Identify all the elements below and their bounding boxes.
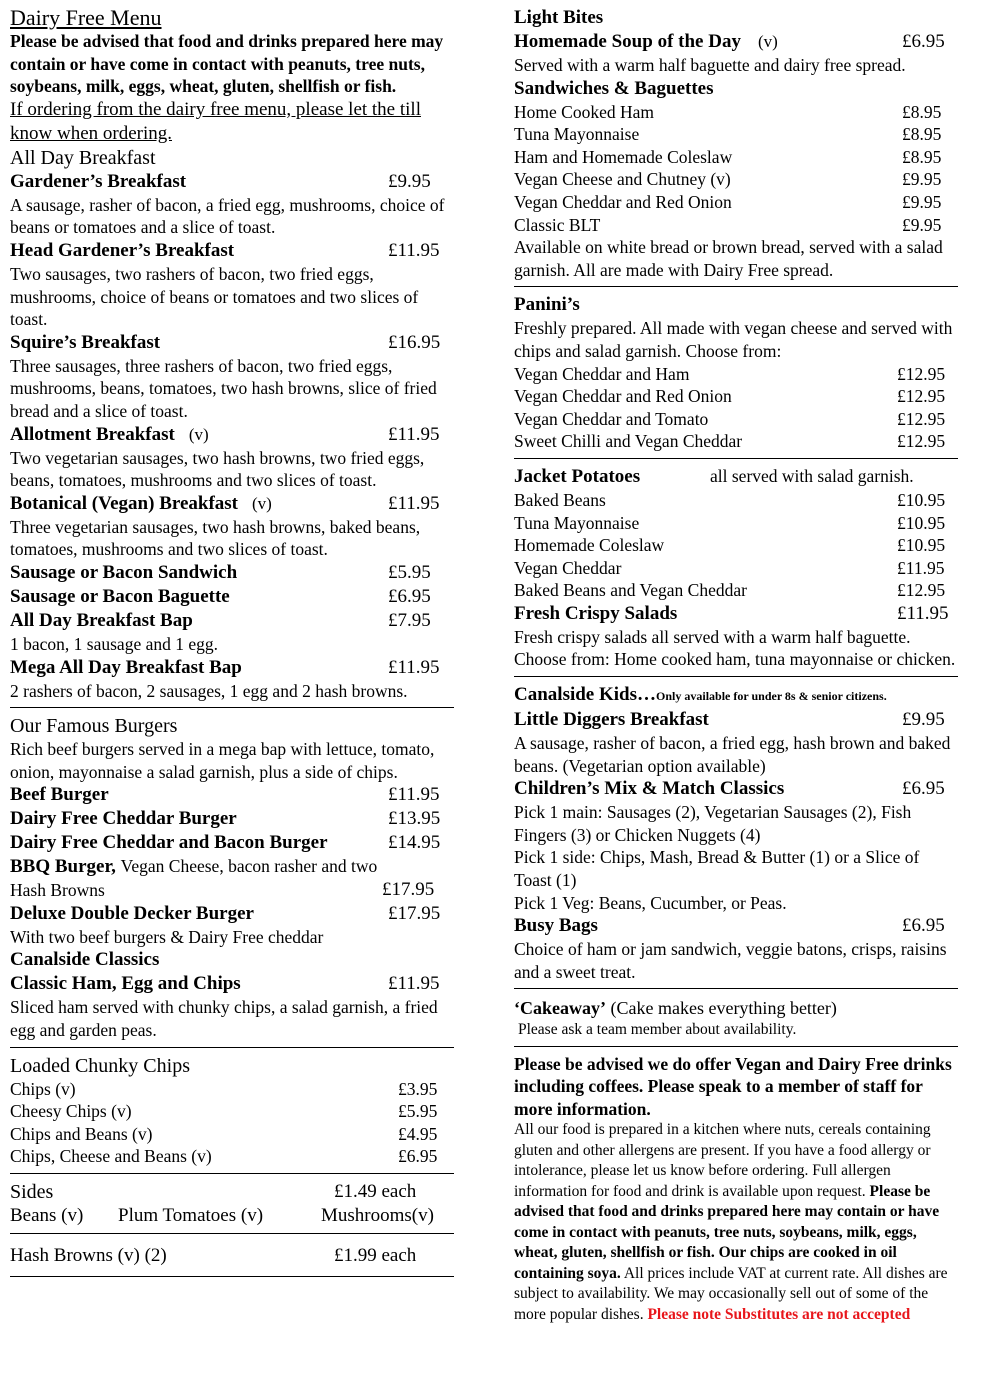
item-price: £11.95 bbox=[388, 784, 440, 806]
left-column bbox=[10, 6, 454, 1283]
sides-row bbox=[10, 1204, 454, 1228]
menu-item-deluxe-burger bbox=[10, 902, 454, 926]
item-name: Vegan Cheese and Chutney (v) bbox=[514, 169, 731, 190]
section-heading-jacket: Jacket Potatoes bbox=[514, 465, 641, 487]
item-desc: A sausage, rasher of bacon, a fried egg, mushrooms, choice of beans or tomatoes and a slice of toast. bbox=[10, 194, 445, 238]
item-price: £9.95 bbox=[902, 709, 945, 731]
menu-item bbox=[514, 512, 958, 535]
item-name: Homemade Soup of the Day bbox=[514, 31, 741, 52]
item-price: £7.95 bbox=[388, 609, 431, 631]
menu-item-beef-burger bbox=[10, 783, 454, 807]
section-heading-chips: Loaded Chunky Chips bbox=[10, 1054, 190, 1077]
menu-item bbox=[10, 585, 454, 609]
item-name: Dairy Free Cheddar Burger bbox=[10, 808, 237, 830]
item-name: Home Cooked Ham bbox=[514, 101, 654, 122]
item-name: Tuna Mayonnaise bbox=[514, 512, 640, 533]
item-name: Children’s Mix & Match Classics bbox=[514, 778, 785, 800]
item-name: Sausage or Bacon Sandwich bbox=[10, 561, 238, 583]
menu-item-busy-bags bbox=[514, 914, 958, 938]
item-price: £14.95 bbox=[388, 832, 441, 854]
cakeaway-row bbox=[514, 997, 958, 1020]
divider bbox=[514, 988, 958, 989]
item-price: £8.95 bbox=[902, 146, 942, 167]
item-name: Beef Burger bbox=[10, 784, 109, 806]
item-price: £11.95 bbox=[388, 973, 440, 995]
jacket-list bbox=[514, 489, 958, 602]
item-price: £8.95 bbox=[902, 101, 942, 122]
item-name: Tuna Mayonnaise bbox=[514, 124, 640, 145]
item-name: Baked Beans and Vegan Cheddar bbox=[514, 580, 747, 601]
menu-item bbox=[514, 214, 958, 237]
item-price: £9.95 bbox=[902, 191, 942, 212]
menu-title: Dairy Free Menu bbox=[10, 5, 162, 30]
side-tomatoes: Plum Tomatoes (v) bbox=[118, 1205, 264, 1227]
item-price: £12.95 bbox=[897, 408, 946, 429]
menu-item bbox=[514, 385, 958, 408]
mix-side: Pick 1 side: Chips, Mash, Bread & Butter (1) or a Slice of Toast (1) bbox=[514, 847, 920, 891]
mix-main: Pick 1 main: Sausages (2), Vegetarian Sausages (2), Fish Fingers (3) or Chicken Nuggets (4) bbox=[514, 802, 912, 845]
item-desc: 2 rashers of bacon, 2 sausages, 1 egg and 2 hash browns. bbox=[10, 680, 408, 701]
item-desc: Two vegetarian sausages, two hash browns, two fried eggs, beans, tomatoes, mushrooms and two slices of toast. bbox=[10, 447, 425, 491]
substitutes-notice: Please note Substitutes are not accepted bbox=[647, 1305, 911, 1323]
item-price: £5.95 bbox=[388, 561, 431, 583]
menu-item bbox=[514, 579, 958, 602]
menu-item-mix-match bbox=[514, 777, 958, 801]
menu-item bbox=[514, 557, 958, 580]
item-price: £11.95 bbox=[388, 492, 440, 514]
section-heading-panini: Panini’s bbox=[514, 294, 580, 316]
item-tag: (v) bbox=[188, 424, 209, 444]
item-price: £12.95 bbox=[897, 363, 946, 384]
divider bbox=[514, 286, 958, 287]
allergen-info bbox=[514, 1120, 958, 1325]
breakfast-list bbox=[10, 170, 454, 702]
section-heading-sides: Sides bbox=[10, 1181, 54, 1204]
section-heading-sandwiches: Sandwiches & Baguettes bbox=[514, 77, 714, 99]
item-desc: Choice of ham or jam sandwich, veggie batons, crisps, raisins and a sweet treat. bbox=[514, 939, 947, 982]
item-price: £12.95 bbox=[897, 431, 946, 452]
menu-item bbox=[10, 561, 454, 585]
side-hash-browns: Hash Browns (v) (2) bbox=[10, 1245, 167, 1267]
divider bbox=[10, 1276, 454, 1277]
menu-item bbox=[10, 609, 454, 633]
item-name: Sweet Chilli and Vegan Cheddar bbox=[514, 431, 743, 452]
section-heading-classics: Canalside Classics bbox=[10, 949, 160, 971]
menu-item bbox=[10, 170, 454, 194]
menu-item bbox=[514, 191, 958, 214]
vat-text: All prices include VAT at current rate. All dishes are subject to availability. We may occasionally sell out of some of the more popular dishes. bbox=[514, 1264, 948, 1323]
menu-item bbox=[514, 146, 958, 169]
right-column bbox=[514, 6, 958, 1325]
item-name: Chips and Beans (v) bbox=[10, 1123, 153, 1144]
section-heading-light-bites: Light Bites bbox=[514, 7, 604, 28]
item-name: Squire’s Breakfast bbox=[10, 331, 161, 353]
menu-item bbox=[514, 408, 958, 431]
item-desc: A sausage, rasher of bacon, a fried egg, hash brown and baked beans. (Vegetarian option available) bbox=[514, 733, 951, 776]
vegan-drinks-notice: Please be advised we do offer Vegan and Dairy Free drinks including coffees. Please speak to a member of staff for more information. bbox=[514, 1053, 952, 1119]
menu-item bbox=[10, 656, 454, 680]
item-price: £9.95 bbox=[902, 169, 942, 190]
item-price: £6.95 bbox=[902, 31, 945, 52]
hash-browns-price: £1.99 each bbox=[334, 1245, 417, 1267]
menu-item-little-diggers bbox=[514, 708, 958, 732]
section-heading-burgers: Our Famous Burgers bbox=[10, 715, 178, 738]
item-desc: With two beef burgers & Dairy Free cheddar bbox=[10, 926, 324, 947]
item-price: £17.95 bbox=[388, 902, 441, 924]
item-price: £10.95 bbox=[897, 512, 946, 533]
menu-item bbox=[10, 492, 454, 516]
item-name: Busy Bags bbox=[514, 915, 598, 937]
panini-list bbox=[514, 363, 958, 453]
divider bbox=[10, 1173, 454, 1174]
item-name: Classic BLT bbox=[514, 214, 601, 235]
item-desc: 1 bacon, 1 sausage and 1 egg. bbox=[10, 633, 218, 654]
item-name: Mega All Day Breakfast Bap bbox=[10, 656, 242, 678]
item-name: Vegan Cheddar and Tomato bbox=[514, 408, 709, 429]
item-price: £13.95 bbox=[388, 808, 441, 830]
kids-heading-row bbox=[514, 683, 958, 708]
menu-item bbox=[514, 168, 958, 191]
item-price: £4.95 bbox=[398, 1123, 438, 1144]
mix-veg: Pick 1 Veg: Beans, Cucumber, or Peas. bbox=[514, 892, 787, 913]
item-desc: Hash Browns bbox=[10, 880, 105, 901]
item-name: Vegan Cheddar and Red Onion bbox=[514, 386, 732, 407]
item-price: £10.95 bbox=[897, 535, 946, 556]
bbq-burger-line2 bbox=[10, 879, 454, 902]
menu-item bbox=[10, 423, 454, 447]
chips-list bbox=[10, 1078, 454, 1168]
allergen-warning: Please be advised that food and drinks prepared here may contain or have come in contact with peanuts, tree nuts, soybeans, milk, eggs, wheat, gluten, shellfish or fish. bbox=[10, 31, 444, 97]
divider bbox=[10, 707, 454, 708]
cakeaway-name: ‘Cakeaway’ bbox=[514, 998, 606, 1019]
item-name: Chips, Cheese and Beans (v) bbox=[10, 1146, 212, 1167]
item-price: £6.95 bbox=[398, 1146, 438, 1167]
jacket-heading-row bbox=[514, 465, 958, 489]
item-price: £11.95 bbox=[897, 602, 949, 624]
jacket-note: all served with salad garnish. bbox=[710, 465, 914, 486]
item-name: Classic Ham, Egg and Chips bbox=[10, 973, 241, 995]
item-name: Vegan Cheddar bbox=[514, 557, 622, 578]
side-beans: Beans (v) bbox=[10, 1205, 84, 1227]
item-desc: Three sausages, three rashers of bacon, two fried eggs, mushrooms, beans, tomatoes, two hash browns, slice of fried bread and a slice of toast. bbox=[10, 355, 437, 421]
menu-item-ham-egg-chips bbox=[10, 972, 454, 996]
sides-price: £1.49 each bbox=[334, 1181, 417, 1203]
allergen-text: All our food is prepared in a kitchen where nuts, cereals containing gluten and other allergens are present. If you have a food allergy or intolerance, please let us know before ordering. Full allergen information for food and drink is available upon request. bbox=[514, 1121, 931, 1200]
item-name: BBQ Burger, bbox=[10, 856, 116, 878]
ordering-note: If ordering from the dairy free menu, please let the till know when ordering. bbox=[10, 98, 421, 144]
item-name: Chips (v) bbox=[10, 1078, 76, 1099]
item-name: All Day Breakfast Bap bbox=[10, 609, 193, 631]
item-name: Cheesy Chips (v) bbox=[10, 1101, 132, 1122]
item-name: Vegan Cheddar and Ham bbox=[514, 363, 690, 384]
item-price: £6.95 bbox=[902, 915, 945, 937]
cakeaway-tagline: (Cake makes everything better) bbox=[610, 998, 837, 1019]
divider bbox=[514, 1046, 958, 1047]
menu-item bbox=[514, 489, 958, 512]
menu-item bbox=[10, 1078, 454, 1101]
divider bbox=[514, 458, 958, 459]
item-name: Vegan Cheddar and Red Onion bbox=[514, 191, 732, 212]
item-name: Dairy Free Cheddar and Bacon Burger bbox=[10, 832, 328, 854]
item-name: Little Diggers Breakfast bbox=[514, 709, 709, 731]
sides-heading-row bbox=[10, 1180, 454, 1204]
section-heading-kids: Canalside Kids… bbox=[514, 684, 657, 706]
menu-item bbox=[514, 101, 958, 124]
item-price: £12.95 bbox=[897, 386, 946, 407]
menu-item bbox=[514, 363, 958, 386]
menu-item-cheddar-burger bbox=[10, 807, 454, 831]
item-name: Gardener’s Breakfast bbox=[10, 170, 187, 192]
item-name: Head Gardener’s Breakfast bbox=[10, 239, 235, 261]
kids-note: Only available for under 8s & senior citizens. bbox=[656, 689, 887, 704]
allergen-bold-text: Please be advised that food and drinks prepared here may contain or have come in contact with peanuts, tree nuts, soybeans, milk, eggs, wheat, gluten, shellfish or fish. Our chips are cooked in oil containing soya. bbox=[514, 1182, 940, 1282]
menu-item bbox=[514, 430, 958, 453]
item-name: Sausage or Bacon Baguette bbox=[10, 585, 230, 607]
item-desc: Two sausages, two rashers of bacon, two fried eggs, mushrooms, choice of beans or tomatoes and two slices of toast. bbox=[10, 263, 419, 330]
item-price: £6.95 bbox=[388, 585, 431, 607]
divider bbox=[10, 1047, 454, 1048]
hash-browns-row bbox=[10, 1244, 454, 1268]
menu-item bbox=[10, 1145, 454, 1168]
item-name: Deluxe Double Decker Burger bbox=[10, 902, 254, 924]
menu-item-soup bbox=[514, 30, 958, 54]
item-price: £10.95 bbox=[897, 489, 946, 510]
item-price: £11.95 bbox=[388, 423, 440, 445]
menu-item-salads bbox=[514, 602, 958, 626]
side-mushrooms: Mushrooms(v) bbox=[321, 1205, 434, 1227]
menu-item bbox=[514, 123, 958, 146]
item-price: £12.95 bbox=[897, 580, 946, 601]
item-price: £5.95 bbox=[398, 1101, 438, 1122]
menu-item bbox=[514, 534, 958, 557]
item-desc: Three vegetarian sausages, two hash browns, baked beans, tomatoes, mushrooms and two slices of toast. bbox=[10, 516, 421, 560]
menu-item bbox=[10, 331, 454, 355]
item-tag: (v) bbox=[758, 32, 778, 51]
burgers-intro: Rich beef burgers served in a mega bap with lettuce, tomato, onion, mayonnaise a salad garnish, plus a side of chips. bbox=[10, 739, 435, 782]
item-price: £16.95 bbox=[388, 331, 441, 353]
divider bbox=[10, 1233, 454, 1234]
item-name: Botanical (Vegan) Breakfast bbox=[10, 492, 238, 514]
menu-item-bbq-burger bbox=[10, 855, 454, 879]
item-price: £9.95 bbox=[902, 214, 942, 235]
sandwich-note: Available on white bread or brown bread, served with a salad garnish. All are made with Dairy Free spread. bbox=[514, 237, 943, 280]
item-price: £3.95 bbox=[398, 1078, 438, 1099]
item-price: £17.95 bbox=[382, 879, 435, 901]
divider bbox=[514, 676, 958, 677]
menu-item-cheddar-bacon-burger bbox=[10, 831, 454, 855]
item-desc: Vegan Cheese, bacon rasher and two bbox=[120, 856, 378, 877]
section-heading-breakfast: All Day Breakfast bbox=[10, 146, 156, 169]
menu-item bbox=[10, 1100, 454, 1123]
item-desc: Served with a warm half baguette and dairy free spread. bbox=[514, 55, 906, 75]
item-price: £9.95 bbox=[388, 170, 431, 192]
item-name: Fresh Crispy Salads bbox=[514, 602, 678, 624]
item-name: Ham and Homemade Coleslaw bbox=[514, 146, 733, 167]
item-name: Allotment Breakfast bbox=[10, 423, 175, 445]
item-name: Homemade Coleslaw bbox=[514, 535, 665, 556]
item-price: £6.95 bbox=[902, 778, 945, 800]
cakeaway-note: Please ask a team member about availability. bbox=[518, 1021, 797, 1038]
item-price: £11.95 bbox=[897, 557, 945, 578]
item-tag: (v) bbox=[252, 493, 272, 513]
item-price: £8.95 bbox=[902, 124, 942, 145]
menu-item bbox=[10, 1123, 454, 1146]
menu-item bbox=[10, 239, 454, 263]
item-desc: Sliced ham served with chunky chips, a salad garnish, a fried egg and garden peas. bbox=[10, 997, 438, 1041]
item-name: Baked Beans bbox=[514, 489, 606, 510]
sandwich-list bbox=[514, 101, 958, 237]
item-price: £11.95 bbox=[388, 656, 440, 678]
panini-intro: Freshly prepared. All made with vegan cheese and served with chips and salad garnish. Choose from: bbox=[514, 318, 953, 361]
item-desc: Fresh crispy salads all served with a warm half baguette. Choose from: Home cooked ham, tuna mayonnaise or chicken. bbox=[514, 626, 956, 670]
item-price: £11.95 bbox=[388, 239, 440, 261]
